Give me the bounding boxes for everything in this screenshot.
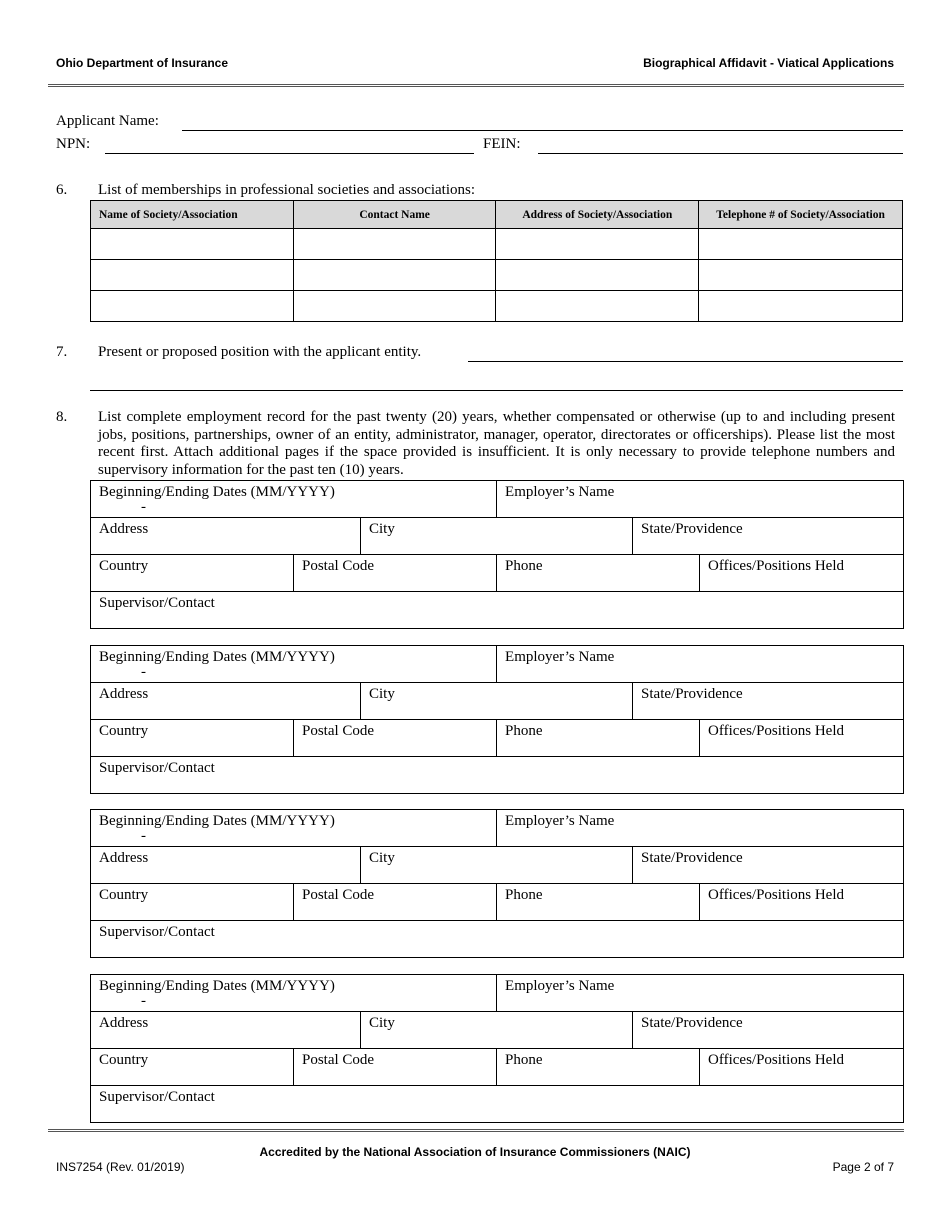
address-field[interactable] bbox=[91, 518, 361, 555]
col-society-address: Address of Society/Association bbox=[496, 201, 699, 229]
npn-field[interactable] bbox=[105, 153, 474, 154]
dates-field[interactable] bbox=[91, 975, 497, 1012]
header-divider bbox=[48, 84, 904, 87]
offices-label: Offices/Positions Held bbox=[708, 558, 844, 574]
phone-field[interactable] bbox=[497, 884, 700, 921]
dates-label: Beginning/Ending Dates (MM/YYYY) bbox=[99, 484, 335, 500]
offices-label: Offices/Positions Held bbox=[708, 1052, 844, 1068]
phone-label: Phone bbox=[505, 723, 543, 739]
dates-field[interactable] bbox=[91, 810, 497, 847]
society-address-cell[interactable] bbox=[496, 291, 699, 322]
position-field-line-2[interactable] bbox=[90, 390, 903, 391]
postal-code-label: Postal Code bbox=[302, 1052, 375, 1068]
employer-name-label: Employer’s Name bbox=[505, 649, 615, 665]
country-label: Country bbox=[99, 887, 149, 903]
dates-separator: - bbox=[141, 499, 146, 515]
societies-table bbox=[90, 200, 903, 322]
city-label: City bbox=[369, 850, 395, 866]
address-field[interactable] bbox=[91, 847, 361, 884]
applicant-name-field[interactable] bbox=[182, 130, 903, 131]
employer-name-field[interactable] bbox=[497, 646, 904, 683]
fein-label: FEIN: bbox=[483, 136, 521, 152]
employment-record-4 bbox=[90, 974, 904, 1123]
q6-text: List of memberships in professional societies and associations: bbox=[98, 182, 476, 198]
state-field[interactable] bbox=[633, 683, 904, 720]
footer-form-id: INS7254 (Rev. 01/2019) bbox=[56, 1160, 185, 1174]
employment-record-1 bbox=[90, 480, 904, 629]
offices-label: Offices/Positions Held bbox=[708, 887, 844, 903]
society-name-cell[interactable] bbox=[91, 291, 294, 322]
country-field[interactable] bbox=[91, 555, 294, 592]
city-label: City bbox=[369, 521, 395, 537]
dates-separator: - bbox=[141, 664, 146, 680]
dates-field[interactable] bbox=[91, 646, 497, 683]
supervisor-label: Supervisor/Contact bbox=[99, 924, 215, 940]
supervisor-label: Supervisor/Contact bbox=[99, 760, 215, 776]
country-field[interactable] bbox=[91, 884, 294, 921]
position-field-line-1[interactable] bbox=[468, 361, 903, 362]
employment-record-3 bbox=[90, 809, 904, 958]
postal-code-label: Postal Code bbox=[302, 558, 375, 574]
contact-name-cell[interactable] bbox=[293, 291, 496, 322]
q7-text: Present or proposed position with the applicant entity. bbox=[98, 344, 422, 360]
offices-label: Offices/Positions Held bbox=[708, 723, 844, 739]
state-label: State/Providence bbox=[641, 686, 743, 702]
postal-code-label: Postal Code bbox=[302, 723, 375, 739]
city-field[interactable] bbox=[361, 1012, 633, 1049]
state-label: State/Providence bbox=[641, 521, 743, 537]
societies-header-row bbox=[91, 201, 903, 229]
dates-separator: - bbox=[141, 828, 146, 844]
society-name-cell[interactable] bbox=[91, 229, 294, 260]
phone-label: Phone bbox=[505, 1052, 543, 1068]
employer-name-label: Employer’s Name bbox=[505, 484, 615, 500]
footer-accreditation: Accredited by the National Association of Insurance Commissioners (NAIC) bbox=[259, 1145, 691, 1159]
offices-field[interactable] bbox=[700, 555, 904, 592]
employer-name-label: Employer’s Name bbox=[505, 813, 615, 829]
phone-field[interactable] bbox=[497, 555, 700, 592]
society-name-cell[interactable] bbox=[91, 260, 294, 291]
state-field[interactable] bbox=[633, 847, 904, 884]
col-society-name: Name of Society/Association bbox=[91, 201, 294, 229]
footer-divider bbox=[48, 1129, 904, 1132]
supervisor-field[interactable] bbox=[91, 757, 904, 794]
postal-code-field[interactable] bbox=[294, 555, 497, 592]
fein-field[interactable] bbox=[538, 153, 903, 154]
state-label: State/Providence bbox=[641, 1015, 743, 1031]
employer-name-field[interactable] bbox=[497, 481, 904, 518]
society-telephone-cell[interactable] bbox=[699, 291, 903, 322]
q8-text: List complete employment record for the past twenty (20) years, whether compensated or otherwise (up to and including present jobs, positions, partnerships, owner of an entity, administrator, manager, operator, directorates or officerships). Please list the most recent first. Attach additional pages if the space provided is insufficient. It is only necessary to provide telephone numbers and supervisory information for the past ten (10) years. bbox=[98, 409, 895, 478]
postal-code-field[interactable] bbox=[294, 720, 497, 757]
employer-name-field[interactable] bbox=[497, 810, 904, 847]
table-row bbox=[91, 291, 903, 322]
address-label: Address bbox=[99, 521, 149, 537]
society-telephone-cell[interactable] bbox=[699, 260, 903, 291]
phone-label: Phone bbox=[505, 887, 543, 903]
offices-field[interactable] bbox=[700, 884, 904, 921]
phone-label: Phone bbox=[505, 558, 543, 574]
dates-label: Beginning/Ending Dates (MM/YYYY) bbox=[99, 649, 335, 665]
dates-field[interactable] bbox=[91, 481, 497, 518]
supervisor-field[interactable] bbox=[91, 592, 904, 629]
header-form-title: Biographical Affidavit - Viatical Applications bbox=[643, 56, 894, 70]
phone-field[interactable] bbox=[497, 720, 700, 757]
q8-number: 8. bbox=[56, 409, 68, 425]
contact-name-cell[interactable] bbox=[293, 229, 496, 260]
footer-page-number: Page 2 of 7 bbox=[832, 1160, 894, 1174]
country-field[interactable] bbox=[91, 720, 294, 757]
supervisor-field[interactable] bbox=[91, 1086, 904, 1123]
q6-number: 6. bbox=[56, 182, 68, 198]
country-label: Country bbox=[99, 723, 149, 739]
address-field[interactable] bbox=[91, 683, 361, 720]
country-field[interactable] bbox=[91, 1049, 294, 1086]
society-address-cell[interactable] bbox=[496, 229, 699, 260]
address-label: Address bbox=[99, 850, 149, 866]
npn-label: NPN: bbox=[56, 136, 91, 152]
col-contact-name: Contact Name bbox=[293, 201, 496, 229]
applicant-name-label: Applicant Name: bbox=[56, 113, 159, 129]
address-field[interactable] bbox=[91, 1012, 361, 1049]
employment-record-2 bbox=[90, 645, 904, 794]
society-telephone-cell[interactable] bbox=[699, 229, 903, 260]
city-field[interactable] bbox=[361, 847, 633, 884]
state-label: State/Providence bbox=[641, 850, 743, 866]
state-field[interactable] bbox=[633, 518, 904, 555]
dates-label: Beginning/Ending Dates (MM/YYYY) bbox=[99, 978, 335, 994]
city-label: City bbox=[369, 686, 395, 702]
address-label: Address bbox=[99, 1015, 149, 1031]
postal-code-field[interactable] bbox=[294, 1049, 497, 1086]
city-field[interactable] bbox=[361, 683, 633, 720]
header-agency: Ohio Department of Insurance bbox=[56, 56, 229, 70]
address-label: Address bbox=[99, 686, 149, 702]
country-label: Country bbox=[99, 1052, 149, 1068]
city-label: City bbox=[369, 1015, 395, 1031]
postal-code-label: Postal Code bbox=[302, 887, 375, 903]
employer-name-field[interactable] bbox=[497, 975, 904, 1012]
contact-name-cell[interactable] bbox=[293, 260, 496, 291]
offices-field[interactable] bbox=[700, 720, 904, 757]
dates-label: Beginning/Ending Dates (MM/YYYY) bbox=[99, 813, 335, 829]
country-label: Country bbox=[99, 558, 149, 574]
postal-code-field[interactable] bbox=[294, 884, 497, 921]
state-field[interactable] bbox=[633, 1012, 904, 1049]
society-address-cell[interactable] bbox=[496, 260, 699, 291]
offices-field[interactable] bbox=[700, 1049, 904, 1086]
supervisor-label: Supervisor/Contact bbox=[99, 1089, 215, 1105]
employer-name-label: Employer’s Name bbox=[505, 978, 615, 994]
supervisor-field[interactable] bbox=[91, 921, 904, 958]
table-row bbox=[91, 229, 903, 260]
table-row bbox=[91, 260, 903, 291]
phone-field[interactable] bbox=[497, 1049, 700, 1086]
dates-separator: - bbox=[141, 993, 146, 1009]
city-field[interactable] bbox=[361, 518, 633, 555]
col-society-telephone: Telephone # of Society/Association bbox=[699, 201, 903, 229]
supervisor-label: Supervisor/Contact bbox=[99, 595, 215, 611]
q7-number: 7. bbox=[56, 344, 68, 360]
